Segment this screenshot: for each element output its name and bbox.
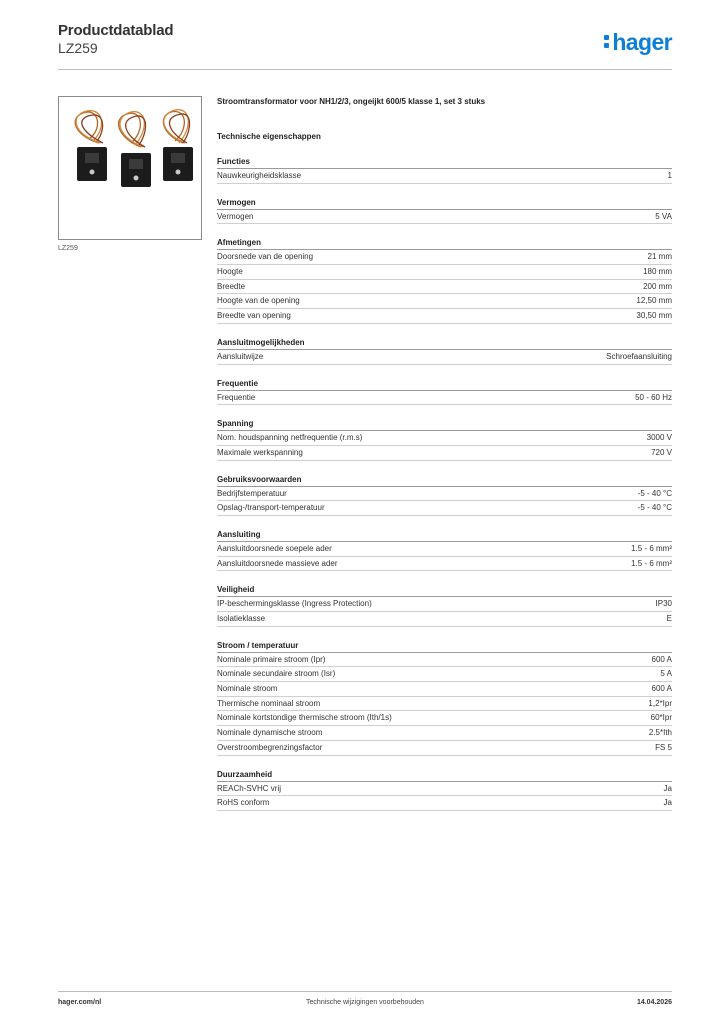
- section-title: Veiligheid: [217, 583, 672, 597]
- spec-sections: [217, 155, 672, 811]
- section-title: Gebruiksvoorwaarden: [217, 473, 672, 487]
- spec-row: [217, 726, 672, 741]
- spec-label: Vermogen: [217, 211, 254, 221]
- header-divider: [58, 69, 672, 70]
- spec-row: [217, 350, 672, 365]
- spec-row: [217, 542, 672, 557]
- spec-label: Thermische nominaal stroom: [217, 698, 321, 708]
- spec-value: 1,2*Ipr: [648, 698, 672, 708]
- spec-row: [217, 711, 672, 726]
- spec-row: [217, 280, 672, 295]
- spec-label: Nominale secundaire stroom (Isr): [217, 669, 336, 679]
- logo-text: hager: [612, 29, 672, 55]
- page-header: [58, 22, 672, 70]
- spec-value: -5 - 40 °C: [637, 503, 672, 513]
- spec-label: Nominale dynamische stroom: [217, 728, 323, 738]
- spec-label: Maximale werkspanning: [217, 447, 303, 457]
- spec-section: [217, 336, 672, 365]
- spec-value: 2.5*Ith: [648, 728, 672, 738]
- spec-section: [217, 196, 672, 225]
- hager-logo: [604, 29, 672, 56]
- product-image: [58, 96, 202, 240]
- spec-value: 600 A: [651, 684, 672, 694]
- spec-label: Hoogte: [217, 267, 243, 277]
- spec-label: Breedte: [217, 281, 246, 291]
- spec-label: Doorsnede van de opening: [217, 252, 314, 262]
- spec-value: 50 - 60 Hz: [635, 392, 672, 402]
- spec-value: 1.5 - 6 mm²: [631, 543, 672, 553]
- spec-label: Opslag-/transport-temperatuur: [217, 503, 325, 513]
- footer-date: 14.04.2026: [636, 999, 672, 1006]
- spec-value: Ja: [663, 798, 672, 808]
- spec-row: [217, 697, 672, 712]
- spec-value: Schroefaansluiting: [606, 351, 672, 361]
- section-title: Frequentie: [217, 377, 672, 391]
- spec-row: [217, 653, 672, 668]
- spec-section: [217, 639, 672, 756]
- section-title: Spanning: [217, 417, 672, 431]
- spec-value: FS 5: [655, 742, 672, 752]
- spec-value: Ja: [663, 783, 672, 793]
- spec-label: RoHS conform: [217, 798, 270, 808]
- page-footer: [58, 999, 672, 1011]
- footer-divider: [58, 991, 672, 992]
- spec-value: 30,50 mm: [636, 311, 672, 321]
- spec-value: 200 mm: [643, 281, 672, 291]
- section-title: Vermogen: [217, 196, 672, 210]
- spec-row: [217, 597, 672, 612]
- spec-label: Nominale stroom: [217, 684, 278, 694]
- spec-value: IP30: [655, 599, 672, 609]
- spec-section: [217, 417, 672, 460]
- spec-label: Hoogte van de opening: [217, 296, 300, 306]
- section-title: Stroom / temperatuur: [217, 639, 672, 653]
- spec-value: 1.5 - 6 mm²: [631, 558, 672, 568]
- spec-label: Nominale primaire stroom (Ipr): [217, 654, 326, 664]
- spec-value: 60*Ipr: [650, 713, 672, 723]
- section-title: Afmetingen: [217, 236, 672, 250]
- spec-row: [217, 446, 672, 461]
- spec-label: Aansluitdoorsnede soepele ader: [217, 543, 332, 553]
- footer-website[interactable]: hager.com/nl: [58, 999, 102, 1006]
- product-data-content: [217, 96, 672, 811]
- spec-row: [217, 557, 672, 572]
- spec-row: [217, 782, 672, 797]
- spec-value: 21 mm: [647, 252, 672, 262]
- spec-value: 12,50 mm: [636, 296, 672, 306]
- section-title: Aansluitmogelijkheden: [217, 336, 672, 350]
- spec-value: 5 A: [660, 669, 672, 679]
- spec-label: Isolatieklasse: [217, 614, 266, 623]
- current-transformer-image: [59, 97, 201, 239]
- spec-row: [217, 667, 672, 682]
- spec-row: [217, 431, 672, 446]
- spec-value: E: [666, 614, 672, 623]
- spec-section: [217, 155, 672, 184]
- spec-section: [217, 768, 672, 811]
- spec-row: [217, 210, 672, 225]
- spec-label: Frequentie: [217, 392, 256, 402]
- spec-section: [217, 528, 672, 571]
- spec-section: [217, 236, 672, 323]
- spec-label: Nominale kortstondige thermische stroom (Ith/1s): [217, 713, 392, 723]
- spec-value: 180 mm: [643, 267, 672, 277]
- spec-label: Nauwkeurigheidsklasse: [217, 171, 302, 180]
- spec-section: [217, 583, 672, 626]
- spec-row: [217, 682, 672, 697]
- spec-label: Breedte van opening: [217, 311, 291, 321]
- spec-section: [217, 377, 672, 406]
- footer-disclaimer: Technische wijzigingen voorbehouden: [306, 999, 424, 1006]
- spec-label: Aansluitdoorsnede massieve ader: [217, 558, 338, 568]
- section-title: Duurzaamheid: [217, 768, 672, 782]
- spec-value: 600 A: [651, 654, 672, 664]
- technical-properties-heading: Technische eigenschappen: [217, 132, 321, 141]
- spec-label: Overstroombegrenzingsfactor: [217, 742, 323, 752]
- spec-label: REACh-SVHC vrij: [217, 783, 282, 793]
- spec-row: [217, 741, 672, 756]
- spec-value: 5 VA: [655, 211, 672, 221]
- spec-label: IP-beschermingsklasse (Ingress Protection): [217, 599, 372, 609]
- spec-label: Nom. houdspanning netfrequentie (r.m.s): [217, 433, 363, 443]
- spec-row: [217, 501, 672, 516]
- spec-value: 720 V: [651, 447, 672, 457]
- spec-row: [217, 487, 672, 502]
- product-code: LZ259: [58, 40, 98, 56]
- spec-row: [217, 391, 672, 406]
- section-title: Functies: [217, 155, 672, 169]
- document-title: Productdatablad: [58, 22, 174, 39]
- spec-value: 3000 V: [646, 433, 672, 443]
- spec-row: [217, 294, 672, 309]
- spec-row: [217, 265, 672, 280]
- logo-dots-icon: [604, 35, 610, 49]
- product-description: Stroomtransformator voor NH1/2/3, ongeijkt 600/5 klasse 1, set 3 stuks: [217, 97, 486, 106]
- section-title: Aansluiting: [217, 528, 672, 542]
- spec-row: [217, 169, 672, 184]
- spec-label: Bedrijfstemperatuur: [217, 488, 287, 498]
- spec-value: 1: [667, 171, 672, 180]
- spec-section: [217, 473, 672, 516]
- spec-row: [217, 612, 672, 627]
- spec-row: [217, 796, 672, 811]
- spec-label: Aansluitwijze: [217, 351, 264, 361]
- spec-value: -5 - 40 °C: [637, 488, 672, 498]
- spec-row: [217, 250, 672, 265]
- spec-row: [217, 309, 672, 324]
- image-caption: LZ259: [58, 245, 78, 252]
